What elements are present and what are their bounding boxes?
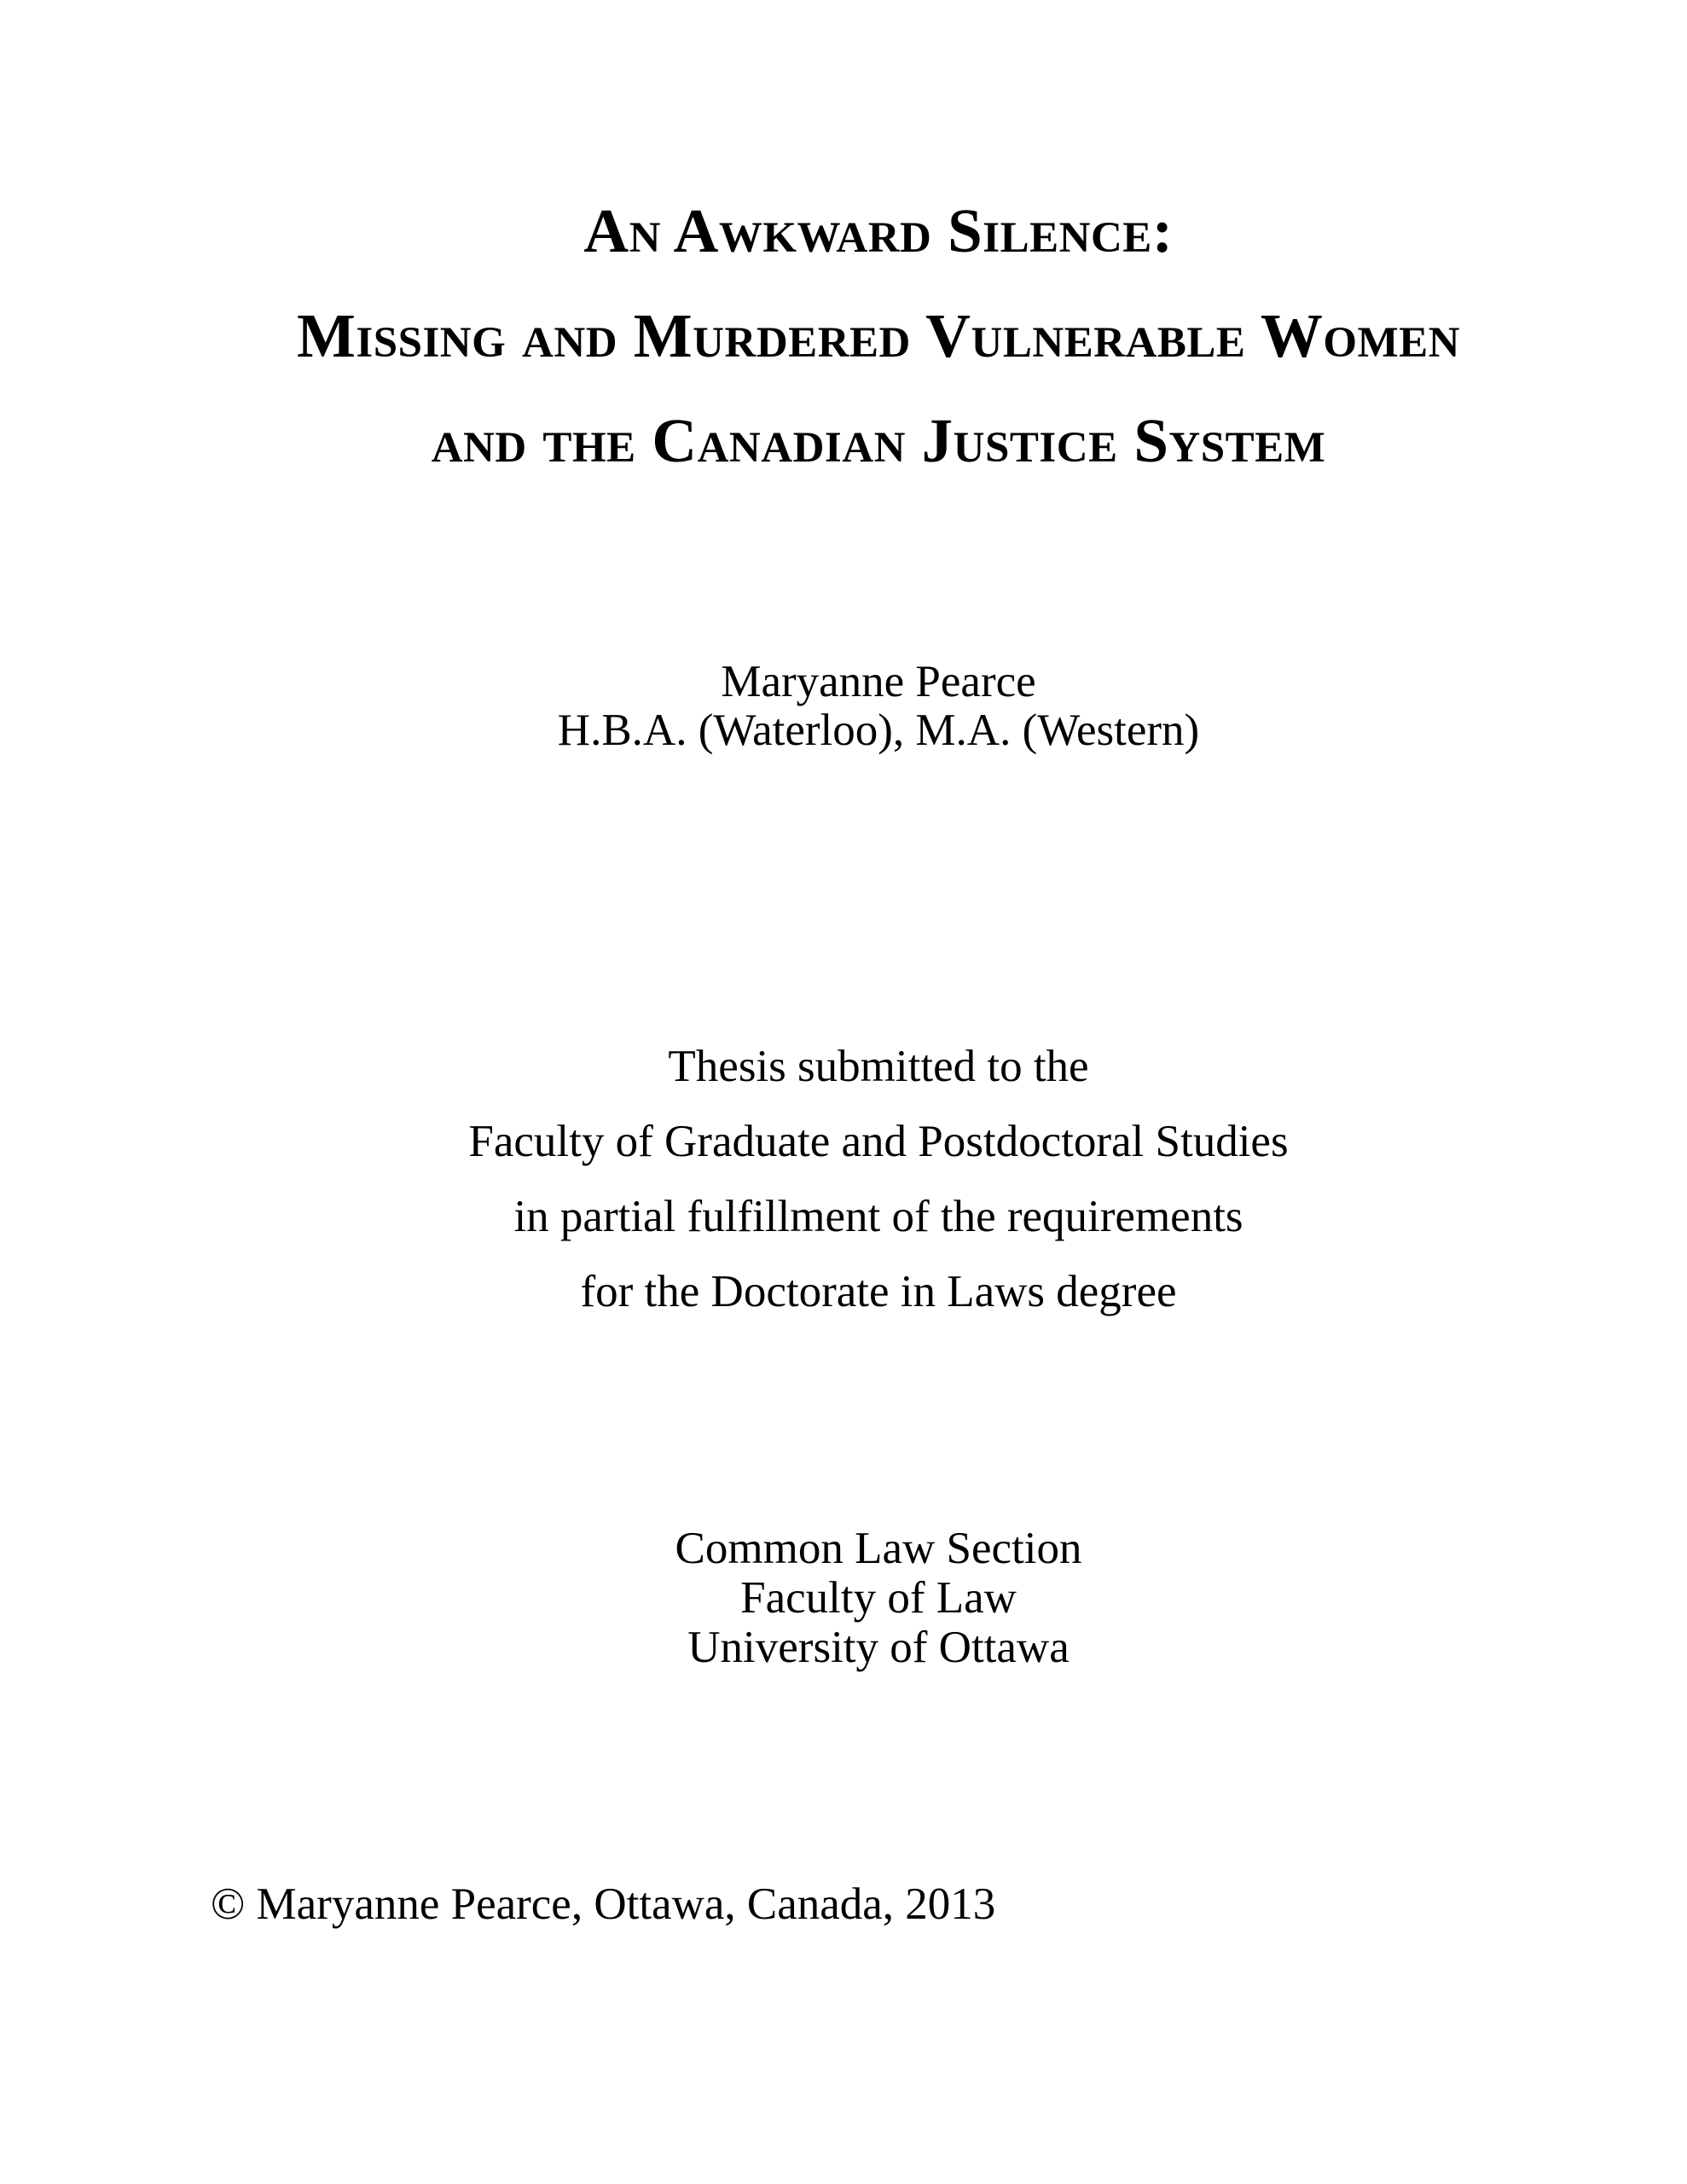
title-line-1: An Awkward Silence: (583, 196, 1174, 265)
affiliation-block (211, 1524, 1546, 1672)
affiliation-faculty: Faculty of Law (740, 1573, 1017, 1623)
title-line-3: and the Canadian Justice System (431, 406, 1326, 475)
submission-statement (211, 1029, 1546, 1329)
submission-line-2: Faculty of Graduate and Postdoctoral Studies (468, 1117, 1289, 1166)
thesis-title (211, 178, 1546, 493)
submission-line-4: for the Doctorate in Laws degree (580, 1267, 1177, 1316)
affiliation-section: Common Law Section (675, 1524, 1082, 1573)
submission-line-1: Thesis submitted to the (668, 1042, 1089, 1091)
submission-line-3: in partial fulfillment of the requirements (513, 1192, 1244, 1241)
author-name: Maryanne Pearce (721, 657, 1036, 706)
author-credentials: H.B.A. (Waterloo), M.A. (Western) (557, 706, 1200, 755)
affiliation-university: University of Ottawa (687, 1623, 1070, 1672)
copyright-notice: © Maryanne Pearce, Ottawa, Canada, 2013 (211, 1879, 996, 1929)
author-block (211, 658, 1546, 755)
title-line-2: Missing and Murdered Vulnerable Women (296, 301, 1461, 370)
